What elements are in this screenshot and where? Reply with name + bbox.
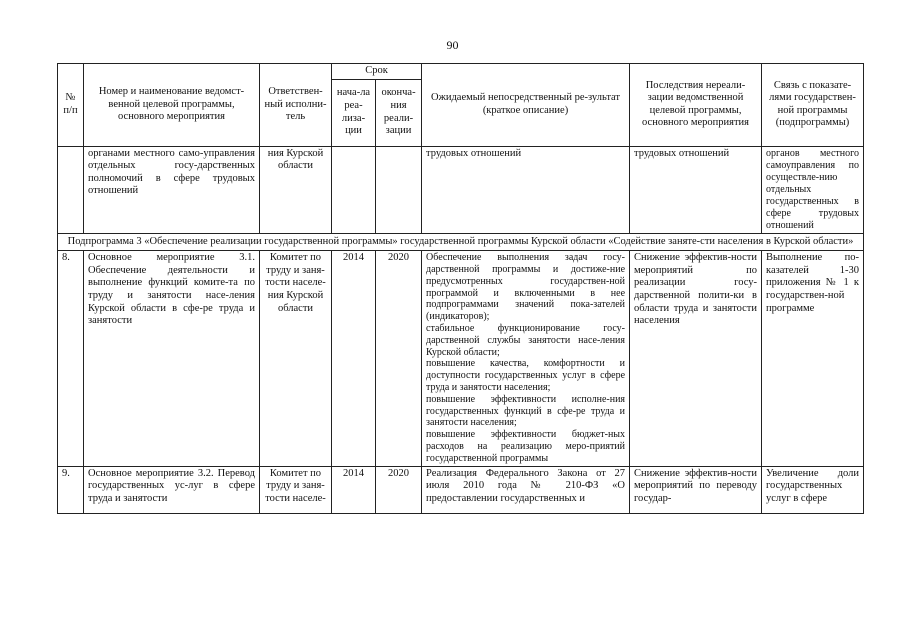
program-table — [57, 63, 864, 514]
cell-result: Реализация Федерального Закона от 27 июля 2010 года № 210-ФЗ «О предоставлении государственных и — [422, 466, 630, 513]
cell-start: 2014 — [332, 466, 376, 513]
page-number: 90 — [446, 38, 459, 52]
header-consequences: Последствия нереали-зации ведомственной целевой программы, основного мероприятия — [630, 64, 762, 147]
table-row — [58, 251, 864, 466]
header-name: Номер и наименование ведомст-венной целевой программы, основного мероприятия — [84, 64, 260, 147]
cell-consequences: Снижение эффектив-ности мероприятий по реализации госу-дарственной полити-ки в области труда и занятости населения — [630, 251, 762, 466]
header-end: оконча-ния реали-зации — [376, 79, 422, 146]
cell-link: органов местного самоуправления по осуществле-нию отдельных государственных в сфере трудовых отношений — [762, 146, 864, 233]
table-row — [58, 466, 864, 513]
subprogram-title: Подпрограмма 3 «Обеспечение реализации государственной программы» государственной программы Курской области «Содействие заняте-сти населения в Курской области» — [58, 233, 864, 251]
cell-name: органами местного само-управления отдельных госу-дарственных полномочий в сфере трудовых отношений — [84, 146, 260, 233]
cell-link: Увеличение доли государственных услуг в сфере — [762, 466, 864, 513]
subprogram-row — [58, 233, 864, 251]
cell-consequences: трудовых отношений — [630, 146, 762, 233]
cell-end: 2020 — [376, 251, 422, 466]
cell-num: 9. — [58, 466, 84, 513]
cell-num: 8. — [58, 251, 84, 466]
header-term: Срок — [332, 64, 422, 80]
header-result: Ожидаемый непосредственный ре-зультат (краткое описание) — [422, 64, 630, 147]
cell-result: Обеспечение выполнения задач госу-дарственной программы и достиже-ние предусмотренных государствен-ной программой и включенными в нее подпрограммами значений пока-зателей (индикаторов); стабильное функционирование госу-дарственной службы занятости насе-ления Курской области; повышение качества, комфортности и доступности государственных услуг в сфере труда и занятости населения; повышение эффективности исполне-ния государственных функций в сфе-ре труда и занятости населения; повышение эффективности бюджет-ных расходов на реализацию меро-приятий государственной программы — [422, 251, 630, 466]
table-row-continued — [58, 146, 864, 233]
cell-responsible: Комитет по труду и заня-тости населе- — [260, 466, 332, 513]
cell-start: 2014 — [332, 251, 376, 466]
header-num: № п/п — [58, 64, 84, 147]
cell-responsible: Комитет по труду и заня-тости населе-ния Курской области — [260, 251, 332, 466]
header-responsible: Ответствен-ный исполни-тель — [260, 64, 332, 147]
header-row — [58, 64, 864, 80]
cell-end: 2020 — [376, 466, 422, 513]
cell-name: Основное мероприятие 3.1. Обеспечение деятельности и выполнение функций комите-та по труду и занятости насе-ления Курской области в сфе-ре труда и занятости — [84, 251, 260, 466]
cell-link: Выполнение по-казателей 1-30 приложения № 1 к государствен-ной программе — [762, 251, 864, 466]
cell-responsible: ния Курской области — [260, 146, 332, 233]
cell-name: Основное мероприятие 3.2. Перевод государственных ус-луг в сфере труда и занятости — [84, 466, 260, 513]
cell-consequences: Снижение эффектив-ности мероприятий по переводу государ- — [630, 466, 762, 513]
header-link: Связь с показате-лями государствен-ной программы (подпрограммы) — [762, 64, 864, 147]
cell-result: трудовых отношений — [422, 146, 630, 233]
header-start: нача-ла реа-лиза-ции — [332, 79, 376, 146]
cell-num — [58, 146, 84, 233]
cell-end — [376, 146, 422, 233]
cell-start — [332, 146, 376, 233]
